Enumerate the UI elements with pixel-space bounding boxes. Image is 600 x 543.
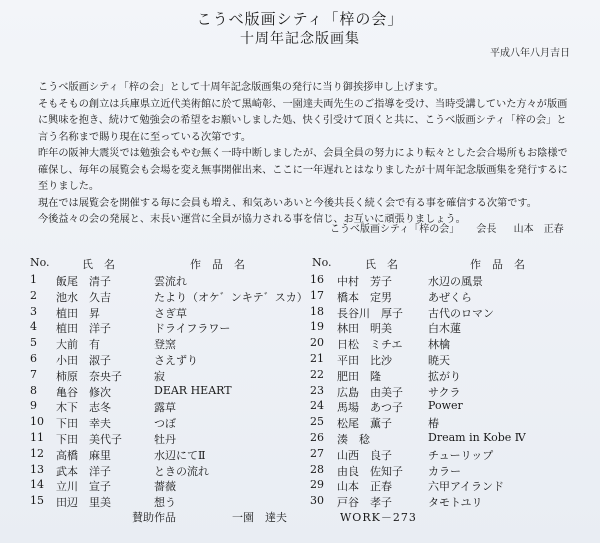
row-number: 15 <box>30 494 44 508</box>
work-title: DEAR HEART <box>154 383 232 397</box>
member-name: 下田 幸夫 <box>56 417 111 431</box>
work-title: 古代のロマン <box>428 306 494 320</box>
member-name: 山本 正春 <box>337 480 392 494</box>
work-title: あぜくら <box>428 290 472 304</box>
document-title: こうべ版画シティ「梓の会」 <box>196 10 404 28</box>
body-line: 確保し、毎年の展覧会も会場を変え無事開催出来、ここに一年遅れとはなりましたが十周年記念版画集を発行するに <box>38 164 568 176</box>
document-subtitle: 十周年記念版画集 <box>240 31 360 47</box>
member-name: 橋本 定男 <box>337 290 392 304</box>
work-title: ドライフラワー <box>154 322 231 336</box>
row-number: 12 <box>30 446 44 460</box>
work-title: Power <box>428 399 463 413</box>
row-number: 21 <box>310 352 324 365</box>
table-row <box>0 305 600 322</box>
work-title: 拡がり <box>428 369 461 383</box>
work-title: 露草 <box>154 401 176 415</box>
member-name: 戸谷 孝子 <box>337 496 392 510</box>
row-number: 18 <box>310 304 324 318</box>
member-name: 下田 美代子 <box>56 433 122 446</box>
work-title: 暁天 <box>428 354 450 367</box>
member-name: 馬場 あつ子 <box>337 401 403 415</box>
member-name: 広島 由美子 <box>337 385 403 399</box>
row-number: 3 <box>30 304 37 318</box>
member-name: 松尾 薫子 <box>337 417 392 431</box>
work-title: さえずり <box>154 354 198 367</box>
footer-work: WORK－273 <box>340 511 417 524</box>
body-line: こうべ版画シティ「梓の会」として十周年記念版画集の発行に当り御挨拶申し上げます。 <box>38 82 444 93</box>
table-row <box>0 320 600 337</box>
work-title: 白木蓮 <box>428 322 461 336</box>
row-number: 20 <box>310 336 324 350</box>
work-title: 登窯 <box>154 338 176 352</box>
member-name: 中村 芳子 <box>337 275 392 288</box>
signature-org: こうべ版画シティ「梓の会」 <box>330 224 460 235</box>
work-title: チューリップ <box>428 448 494 462</box>
member-name: 大前 有 <box>56 338 100 352</box>
member-name: 植田 昇 <box>56 306 100 320</box>
work-title: 想う <box>154 496 176 510</box>
member-name: 柿原 奈央子 <box>56 369 122 383</box>
row-number: 13 <box>30 462 44 476</box>
member-name: 立川 宣子 <box>56 480 111 494</box>
work-title: 寂 <box>154 369 165 383</box>
signature-name: 山本 正春 <box>513 224 564 235</box>
right-header-work: 作 品 名 <box>470 258 525 271</box>
body-line: 今後益々の会の発展と、末長い運営に全員が協力される事を信じ、お互いに頑張りましょう。 <box>38 214 466 225</box>
row-number: 27 <box>310 446 324 460</box>
table-row <box>0 289 600 306</box>
row-number: 22 <box>310 367 324 381</box>
work-title: カラー <box>428 464 461 478</box>
row-number: 30 <box>310 494 324 508</box>
table-row <box>0 494 600 511</box>
row-number: 23 <box>310 383 324 397</box>
row-number: 25 <box>310 415 324 429</box>
work-title: サクラ <box>428 385 461 399</box>
row-number: 29 <box>310 478 324 492</box>
row-number: 16 <box>310 273 324 286</box>
table-row <box>0 463 600 480</box>
row-number: 4 <box>30 320 37 334</box>
member-name: 山西 良子 <box>337 448 392 462</box>
table-row <box>0 431 600 448</box>
row-number: 26 <box>310 431 324 444</box>
row-number: 10 <box>30 415 44 429</box>
work-title: 雲流れ <box>154 275 187 288</box>
work-title: さぎ草 <box>154 306 187 320</box>
row-number: 9 <box>30 399 37 413</box>
member-name: 小田 淑子 <box>56 354 111 367</box>
work-title: 水辺の風景 <box>428 275 483 288</box>
body-line: 現在では展覧会を開催する毎に会員も増え、和気あいあいと今後共長く続く会で有る事を確信する次第です。 <box>38 197 537 209</box>
member-name: 木下 志冬 <box>56 401 111 415</box>
member-name: 長谷川 厚子 <box>337 306 403 320</box>
row-number: 7 <box>30 367 37 381</box>
row-number: 11 <box>30 431 44 444</box>
work-title: Dream in Kobe Ⅳ <box>428 431 526 444</box>
member-name: 平田 比沙 <box>337 354 392 367</box>
work-title: タモトユリ <box>428 496 483 510</box>
member-name: 高橋 麻里 <box>56 448 111 462</box>
table-row <box>0 415 600 432</box>
body-line: 言う名称まで賜り現在に至っている次第です。 <box>38 131 252 143</box>
member-name: 武本 洋子 <box>56 464 111 478</box>
table-row <box>0 447 600 464</box>
work-title: 椿 <box>428 417 439 431</box>
member-name: 林田 明美 <box>337 322 392 336</box>
body-line: そもそもの創立は兵庫県立近代美術館に於て黒崎彰、一園達夫両先生のご指導を受け、当時受講していた方々が版画 <box>38 98 568 110</box>
row-number: 14 <box>30 478 44 492</box>
document-date: 平成八年八月吉日 <box>490 48 570 59</box>
member-name: 池水 久吉 <box>56 290 111 304</box>
signature <box>330 220 578 235</box>
member-name: 亀谷 修次 <box>56 385 111 399</box>
member-name: 田辺 里美 <box>56 496 111 510</box>
row-number: 2 <box>30 288 37 302</box>
work-title: 薔薇 <box>154 480 176 494</box>
right-header-name: 氏 名 <box>365 258 398 271</box>
row-number: 24 <box>310 399 324 413</box>
member-name: 日松 ミチエ <box>337 338 403 352</box>
table-row <box>0 384 600 401</box>
member-name: 肥田 隆 <box>337 369 381 383</box>
signature-role: 会長 <box>476 224 497 235</box>
work-title: たより（オケ゛ンキテ゛スカ） <box>154 290 308 304</box>
row-number: 6 <box>30 352 37 365</box>
row-number: 8 <box>30 383 37 397</box>
row-number: 19 <box>310 320 324 334</box>
work-title: 牡丹 <box>154 433 176 446</box>
member-name: 飯尾 清子 <box>56 275 111 288</box>
table-row <box>0 336 600 353</box>
member-name: 植田 洋子 <box>56 322 111 336</box>
body-line: に興味を抱き、続けて勉強会の希望をお願いしました処、快く引受けて頂くと共に、こうべ版画シティ「梓の会」と <box>38 115 567 126</box>
left-header-name: 氏 名 <box>82 258 115 271</box>
work-title: 水辺にてⅡ <box>154 448 206 462</box>
table-row <box>0 368 600 385</box>
footer-name: 一園 達夫 <box>232 511 287 524</box>
row-number: 1 <box>30 273 37 286</box>
left-header-work: 作 品 名 <box>190 258 245 271</box>
greeting-body <box>38 80 578 229</box>
member-name: 由良 佐知子 <box>337 464 403 478</box>
member-name: 湊 稔 <box>337 433 370 446</box>
work-title: 林檎 <box>428 338 450 352</box>
table-row <box>0 399 600 416</box>
right-header-no: No. <box>312 256 332 269</box>
row-number: 5 <box>30 336 37 350</box>
work-title: つぼ <box>154 417 176 431</box>
left-header-no: No. <box>30 256 50 269</box>
table-row <box>0 478 600 495</box>
footer-label: 賛助作品 <box>132 511 176 524</box>
row-number: 17 <box>310 288 324 302</box>
table-row <box>0 352 600 369</box>
table-row <box>0 273 600 290</box>
row-number: 28 <box>310 462 324 476</box>
work-title: ときの流れ <box>154 464 209 478</box>
body-line: 至りました。 <box>38 181 100 192</box>
body-line: 昨年の阪神大震災では勉強会もやむ無く一時中断しましたが、会員全員の努力により転々とした会合場所もお陰様で <box>38 148 568 159</box>
work-title: 六甲アイランド <box>428 480 505 494</box>
